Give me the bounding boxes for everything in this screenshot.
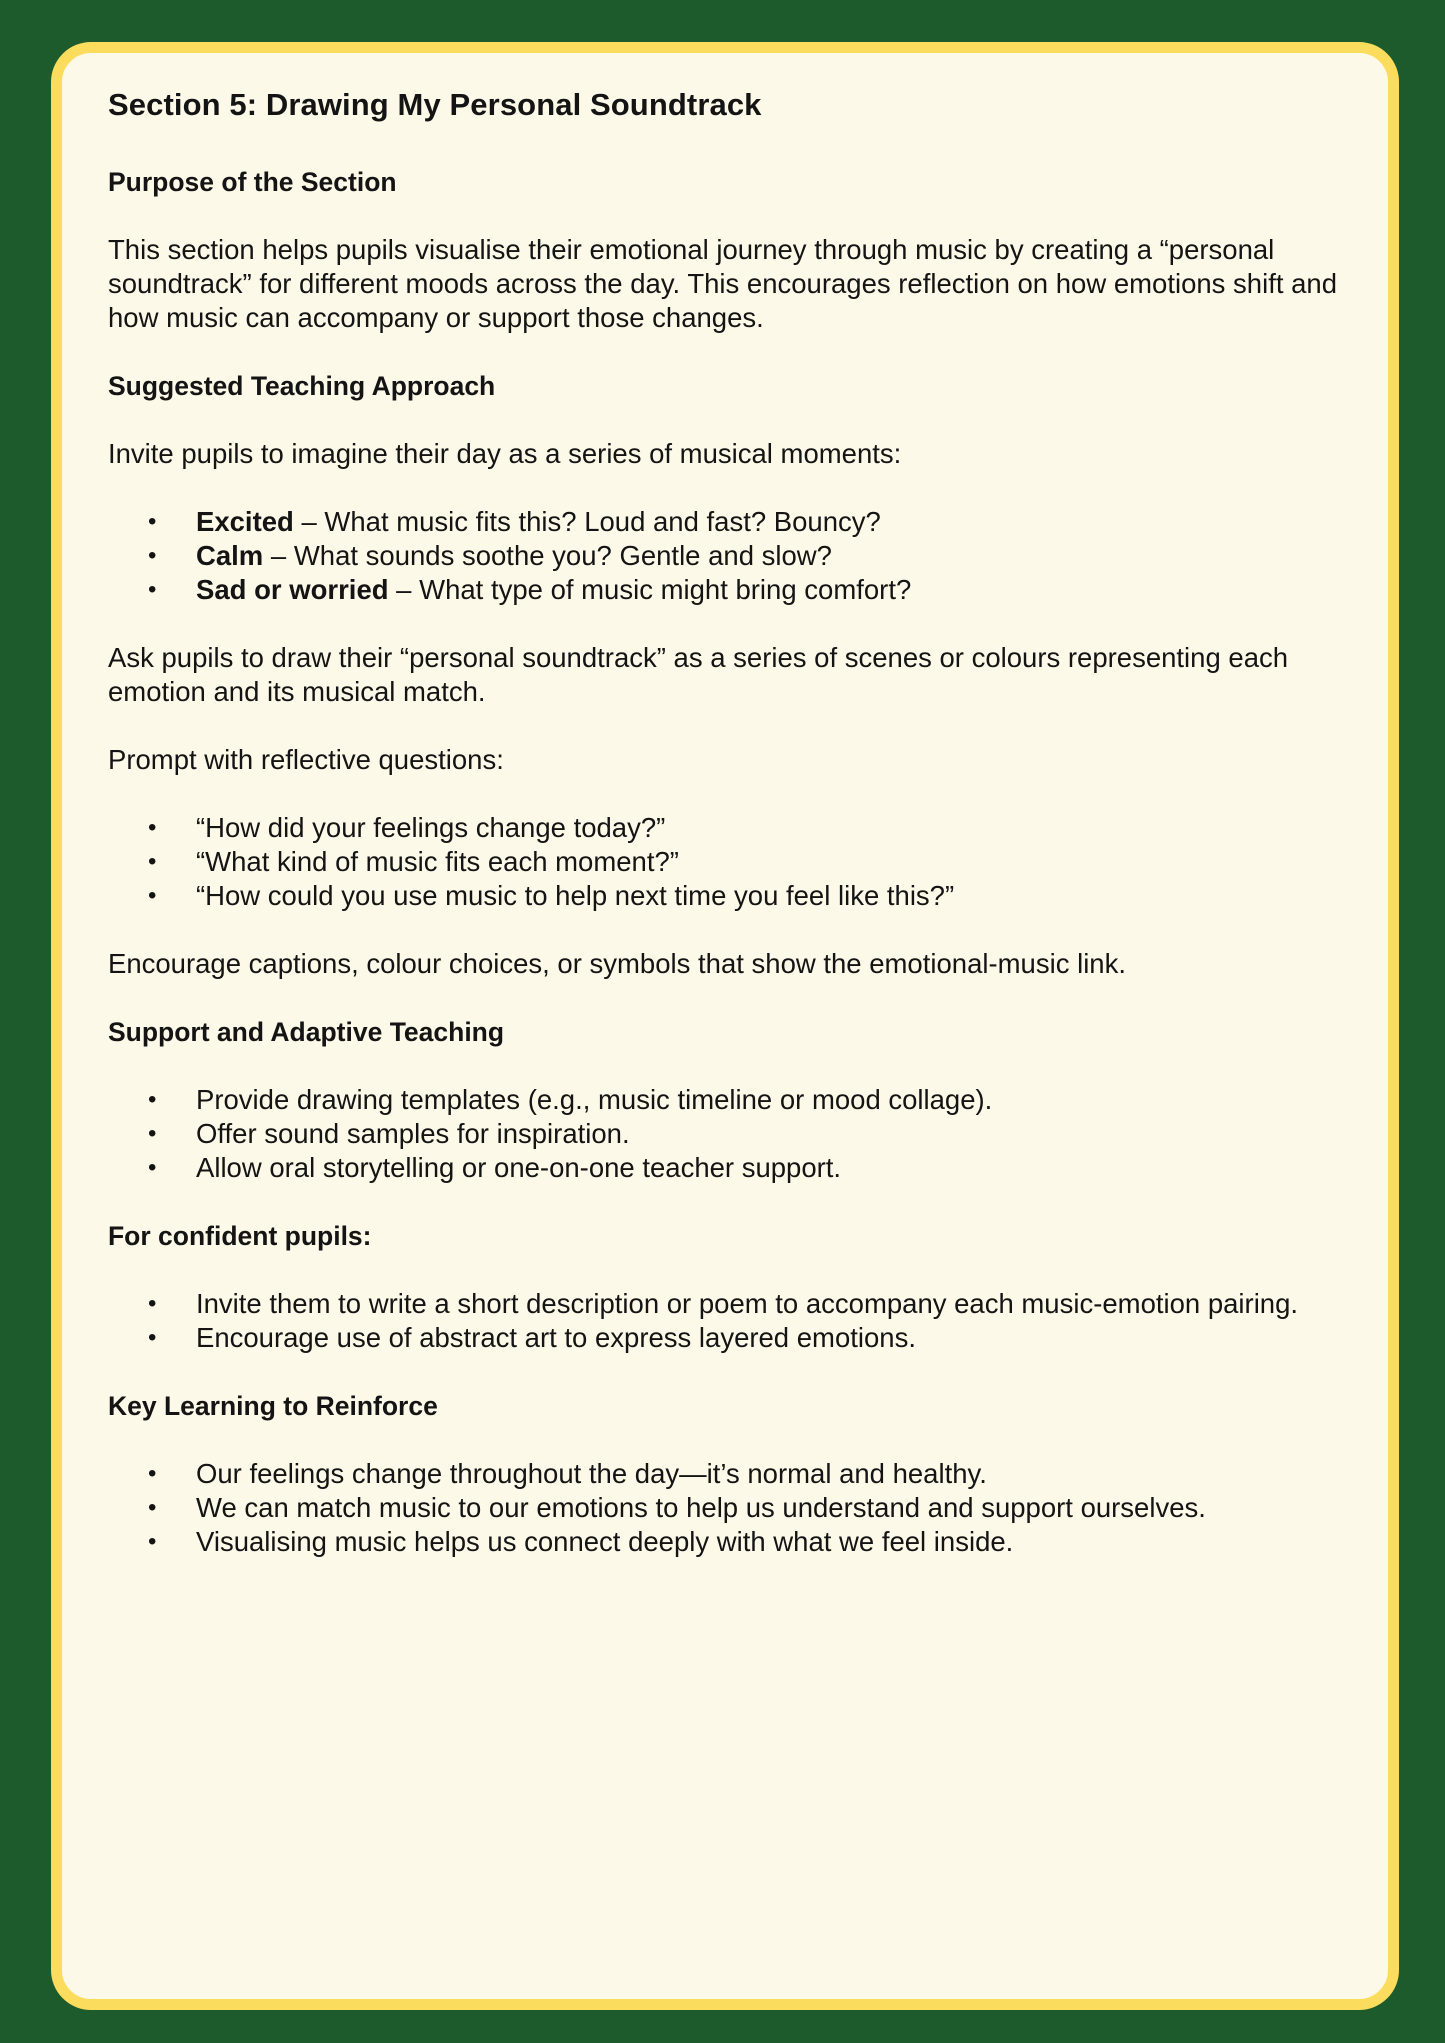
confident-text: Encourage use of abstract art to express layered emotions. xyxy=(196,1322,916,1353)
list-item xyxy=(108,1151,1348,1185)
support-heading: Support and Adaptive Teaching xyxy=(108,1017,505,1047)
question-text: “How did your feelings change today?” xyxy=(196,812,666,843)
bullet-icon: • xyxy=(148,1324,157,1351)
bullet-icon: • xyxy=(148,848,157,875)
bullet-icon: • xyxy=(148,882,157,909)
bullet-icon: • xyxy=(148,1154,157,1181)
draw-instruction: Ask pupils to draw their “personal soundtrack” as a series of scenes or colours representing each emotion and its musical match. xyxy=(108,642,1289,707)
confident-heading: For confident pupils: xyxy=(108,1221,372,1251)
list-item xyxy=(108,1117,1348,1151)
list-item xyxy=(108,505,1348,539)
page-title: Section 5: Drawing My Personal Soundtrack xyxy=(108,87,762,122)
support-text: Offer sound samples for inspiration. xyxy=(196,1118,630,1149)
mood-term: Sad or worried xyxy=(196,574,389,605)
key-learning-text: We can match music to our emotions to help us understand and support ourselves. xyxy=(196,1492,1206,1523)
list-item xyxy=(108,845,1348,879)
bullet-icon: • xyxy=(148,1120,157,1147)
purpose-paragraph: This section helps pupils visualise their emotional journey through music by creating a “personal soundtrack” for different moods across the day. This encourages reflection on how emotions shift and how music can accompany or support those changes. xyxy=(108,234,1338,333)
support-text: Provide drawing templates (e.g., music timeline or mood collage). xyxy=(196,1084,993,1115)
list-item xyxy=(108,1457,1348,1491)
list-item xyxy=(108,811,1348,845)
questions-list xyxy=(108,811,1348,913)
bullet-icon: • xyxy=(148,576,157,603)
list-item xyxy=(108,1083,1348,1117)
moods-list xyxy=(108,505,1348,607)
bullet-icon: • xyxy=(148,542,157,569)
mood-text: – What type of music might bring comfort? xyxy=(388,574,912,605)
list-item xyxy=(108,1287,1348,1321)
confident-text: Invite them to write a short description or poem to accompany each music-emotion pairing. xyxy=(196,1288,1299,1319)
mood-text: – What sounds soothe you? Gentle and slow? xyxy=(263,540,832,571)
confident-list xyxy=(108,1287,1348,1355)
bullet-icon: • xyxy=(148,1460,157,1487)
bullet-icon: • xyxy=(148,1290,157,1317)
list-item xyxy=(108,1491,1348,1525)
support-text: Allow oral storytelling or one-on-one teacher support. xyxy=(196,1152,842,1183)
list-item xyxy=(108,1321,1348,1355)
bullet-icon: • xyxy=(148,1528,157,1555)
key-learning-text: Our feelings change throughout the day—it’s normal and healthy. xyxy=(196,1458,987,1489)
list-item xyxy=(108,879,1348,913)
mood-text: – What music fits this? Loud and fast? Bouncy? xyxy=(293,506,881,537)
key-learning-text: Visualising music helps us connect deeply with what we feel inside. xyxy=(196,1526,1014,1557)
support-list xyxy=(108,1083,1348,1185)
list-item xyxy=(108,539,1348,573)
document-content xyxy=(108,85,1348,1559)
approach-intro: Invite pupils to imagine their day as a series of musical moments: xyxy=(108,438,902,469)
encourage-paragraph: Encourage captions, colour choices, or symbols that show the emotional-music link. xyxy=(108,948,1126,979)
mood-term: Calm xyxy=(196,540,264,571)
approach-heading: Suggested Teaching Approach xyxy=(108,371,496,401)
question-text: “What kind of music fits each moment?” xyxy=(196,846,679,877)
bullet-icon: • xyxy=(148,1086,157,1113)
question-text: “How could you use music to help next time you feel like this?” xyxy=(196,880,955,911)
list-item xyxy=(108,1525,1348,1559)
bullet-icon: • xyxy=(148,1494,157,1521)
bullet-icon: • xyxy=(148,508,157,535)
key-learning-heading: Key Learning to Reinforce xyxy=(108,1391,438,1421)
bullet-icon: • xyxy=(148,814,157,841)
purpose-heading: Purpose of the Section xyxy=(108,167,397,197)
key-learning-list xyxy=(108,1457,1348,1559)
document-card xyxy=(51,42,1399,2010)
list-item xyxy=(108,573,1348,607)
mood-term: Excited xyxy=(196,506,294,537)
prompt-intro: Prompt with reflective questions: xyxy=(108,744,504,775)
